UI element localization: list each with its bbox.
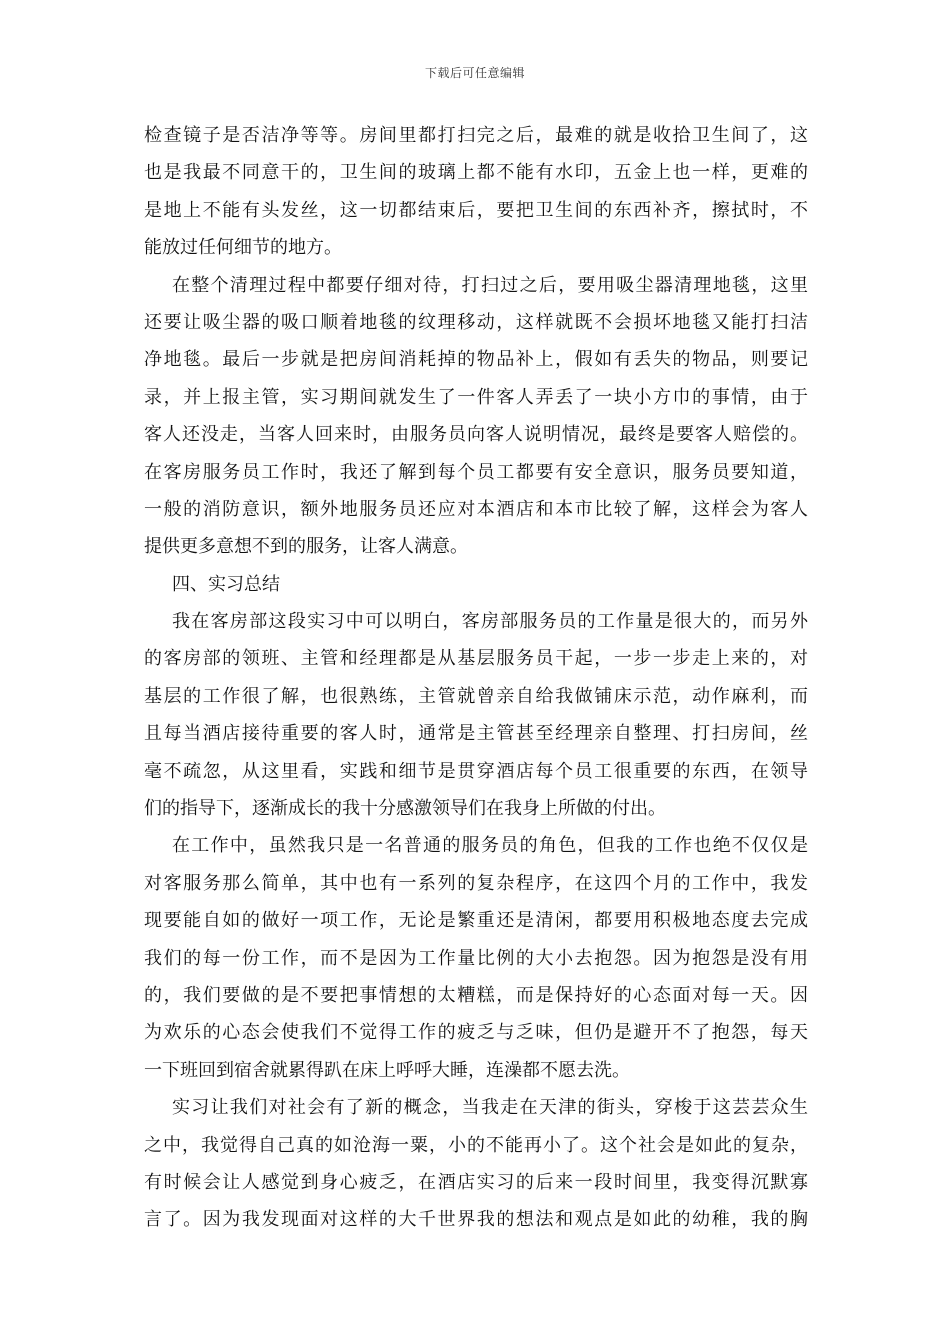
document-body	[144, 117, 808, 1239]
paragraph-line: 我在客房部这段实习中可以明白，客房部服务员的工作量是很大的，而另外	[172, 611, 808, 633]
paragraph	[144, 566, 808, 603]
paragraph-line: 的，我们要做的是不要把事情想的太糟糕，而是保持好的心态面对每一天。因	[144, 984, 808, 1006]
paragraph-line: 检查镜子是否洁净等等。房间里都打扫完之后，最难的就是收拾卫生间了，这	[144, 125, 808, 146]
paragraph	[144, 827, 808, 1089]
paragraph-line: 净地毯。最后一步就是把房间消耗掉的物品补上，假如有丢失的物品，则要记	[144, 349, 808, 371]
paragraph-line: 也是我最不同意干的，卫生间的玻璃上都不能有水印，五金上也一样，更难的	[144, 162, 808, 184]
paragraph-line: 的客房部的领班、主管和经理都是从基层服务员干起，一步一步走上来的，对	[144, 648, 808, 670]
paragraph-line: 有时候会让人感觉到身心疲乏，在酒店实习的后来一段时间里，我变得沉默寡	[144, 1171, 808, 1193]
paragraph-line: 言了。因为我发现面对这样的大千世界我的想法和观点是如此的幼稚，我的胸	[144, 1209, 808, 1231]
paragraph-line: 为欢乐的心态会使我们不觉得工作的疲乏与乏味，但仍是避开不了抱怨，每天	[144, 1022, 808, 1044]
paragraph-line: 现要能自如的做好一项工作，无论是繁重还是清闲，都要用积极地态度去完成	[144, 910, 808, 932]
paragraph-line: 一般的消防意识，额外地服务员还应对本酒店和本市比较了解，这样会为客人	[144, 498, 808, 520]
paragraph-line: 在整个清理过程中都要仔细对待，打扫过之后，要用吸尘器清理地毯，这里	[172, 274, 808, 296]
paragraph	[144, 603, 808, 827]
paragraph-line: 是地上不能有头发丝，这一切都结束后，要把卫生间的东西补齐，擦拭时，不	[144, 199, 808, 221]
paragraph-line: 对客服务那么简单，其中也有一系列的复杂程序，在这四个月的工作中，我发	[144, 872, 808, 894]
paragraph-line: 且每当酒店接待重要的客人时，通常是主管甚至经理亲自整理、打扫房间，丝	[144, 723, 808, 745]
paragraph-line: 基层的工作很了解，也很熟练，主管就曾亲自给我做铺床示范，动作麻利，而	[144, 685, 808, 707]
paragraph-line: 之中，我觉得自己真的如沧海一粟，小的不能再小了。这个社会是如此的复杂，	[144, 1134, 808, 1156]
paragraph-line: 在客房服务员工作时，我还了解到每个员工都要有安全意识，服务员要知道，	[144, 461, 808, 483]
paragraph-line: 我们的每一份工作，而不是因为工作量比例的大小去抱怨。因为抱怨是没有用	[144, 947, 808, 969]
paragraph-line: 一下班回到宿舍就累得趴在床上呼呼大睡，连澡都不愿去洗。	[144, 1059, 630, 1081]
paragraph-line: 在工作中，虽然我只是一名普通的服务员的角色，但我的工作也绝不仅仅是	[172, 835, 808, 857]
page-header: 下载后可任意编辑	[424, 66, 525, 80]
paragraph-line: 能放过任何细节的地方。	[144, 237, 342, 259]
paragraph-line: 四、实习总结	[172, 573, 280, 595]
paragraph-line: 提供更多意想不到的服务，让客人满意。	[144, 536, 468, 558]
paragraph	[144, 1089, 808, 1239]
paragraph-line: 实习让我们对社会有了新的概念，当我走在天津的街头，穿梭于这芸芸众生	[172, 1097, 808, 1119]
paragraph-line: 录，并上报主管，实习期间就发生了一件客人弄丢了一块小方巾的事情，由于	[144, 386, 808, 408]
paragraph-line: 毫不疏忽，从这里看，实践和细节是贯穿酒店每个员工很重要的东西，在领导	[144, 760, 808, 782]
paragraph-line: 们的指导下，逐渐成长的我十分感激领导们在我身上所做的付出。	[144, 798, 666, 820]
paragraph	[144, 117, 808, 267]
paragraph	[144, 267, 808, 566]
paragraph-line: 还要让吸尘器的吸口顺着地毯的纹理移动，这样就既不会损坏地毯又能打扫洁	[144, 311, 808, 333]
paragraph-line: 客人还没走，当客人回来时，由服务员向客人说明情况，最终是要客人赔偿的。	[144, 424, 808, 446]
